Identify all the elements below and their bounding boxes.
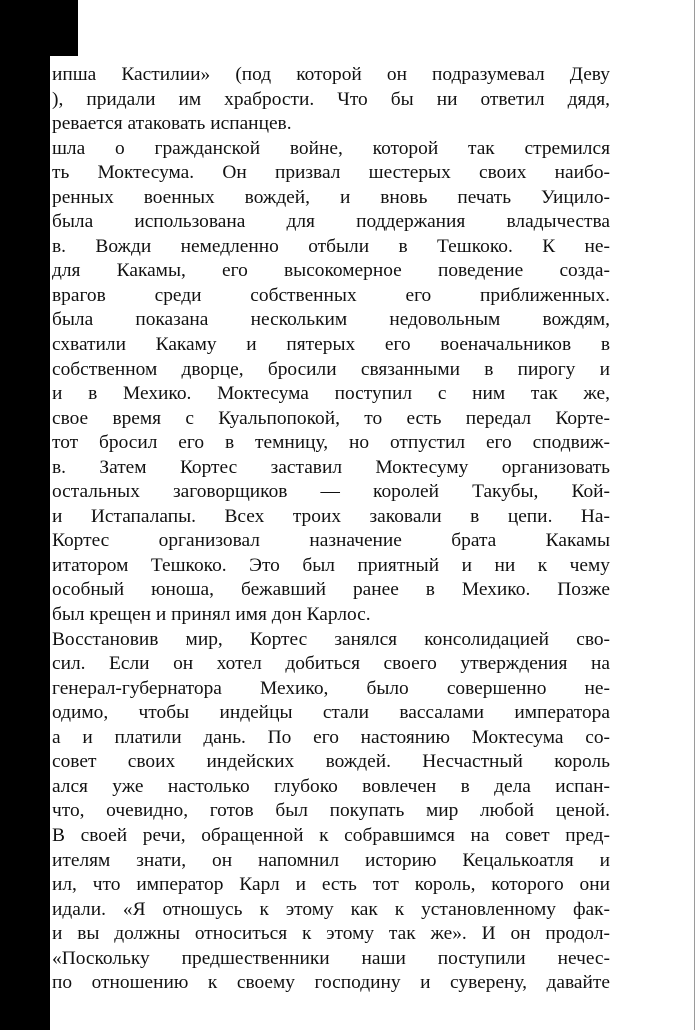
text-line: схватили Какаму и пятерых его военачальников в (52, 334, 610, 356)
text-line: тот бросил его в темницу, но отпустил его сподвиж- (52, 432, 610, 454)
text-line: ть Моктесума. Он призвал шестерых своих наибо- (52, 162, 610, 184)
text-line: особный юноша, бежавший ранее в Мехико. Позже (52, 579, 610, 601)
text-line: и вы должны относиться к этому так же». И он продол- (52, 923, 610, 945)
scan-shadow (0, 0, 50, 1030)
text-line: ревается атаковать испанцев. (52, 113, 292, 135)
text-line: «Поскольку предшественники наши поступили нечес- (52, 947, 610, 969)
text-line: совет своих индейских вождей. Несчастный король (52, 751, 610, 773)
text-line: собственном дворце, бросили связанными в пирогу и (52, 358, 610, 380)
text-line: В своей речи, обращенной к собравшимся на совет пред- (52, 824, 610, 846)
text-line: ипша Кастилии» (под которой он подразумевал Деву (52, 64, 610, 85)
text-line: была показана нескольким недовольным вождям, (52, 309, 610, 331)
text-line: итатором Тешкоко. Это был приятный и ни к чему (52, 554, 610, 576)
text-line: и в Мехико. Моктесума поступил с ним так же, (52, 383, 610, 405)
text-line: по отношению к своему господину и суверену, давайте (52, 972, 610, 994)
text-line: ался уже настолько глубоко вовлечен в дела испан- (52, 775, 610, 797)
text-line: для Какамы, его высокомерное поведение созда- (52, 260, 610, 282)
text-line: ренных военных вождей, и вновь печать Уицило- (52, 186, 610, 208)
text-line: идали. «Я отношусь к этому как к установленному фак- (52, 898, 610, 920)
text-line: ил, что император Карл и есть тот король, которого они (52, 874, 610, 896)
page-text (52, 63, 610, 996)
text-line: Кортес организовал назначение брата Какамы (52, 530, 610, 552)
text-line: был крещен и принял имя дон Карлос. (52, 604, 371, 626)
text-line: ), придали им храбрости. Что бы ни ответил дядя, (52, 88, 610, 110)
text-line: остальных заговорщиков — королей Такубы, Кой- (52, 481, 610, 503)
page-edge-line (694, 0, 695, 1030)
text-line: врагов среди собственных его приближенных. (52, 284, 610, 306)
text-line: Восстановив мир, Кортес занялся консолидацией сво- (52, 628, 610, 650)
text-line: а и платили дань. По его настоянию Моктесума со- (52, 726, 610, 748)
text-line: в. Затем Кортес заставил Моктесуму организовать (52, 456, 610, 478)
text-line: одимо, чтобы индейцы стали вассалами императора (52, 702, 610, 724)
text-line: свое время с Куальпопокой, то есть передал Корте- (52, 407, 610, 429)
text-line: ителям знати, он напомнил историю Кецалькоатля и (52, 849, 610, 871)
text-line: и Истапалапы. Всех троих заковали в цепи. На- (52, 505, 610, 527)
text-line: генерал-губернатора Мехико, было совершенно не- (52, 677, 610, 699)
text-line: шла о гражданской войне, которой так стремился (52, 137, 610, 159)
text-line: в. Вожди немедленно отбыли в Тешкоко. К не- (52, 235, 610, 257)
text-line: была использована для поддержания владычества (52, 211, 610, 233)
text-line: сил. Если он хотел добиться своего утверждения на (52, 653, 610, 675)
scan-shadow-top (0, 0, 78, 56)
text-line: что, очевидно, готов был покупать мир любой ценой. (52, 800, 610, 822)
